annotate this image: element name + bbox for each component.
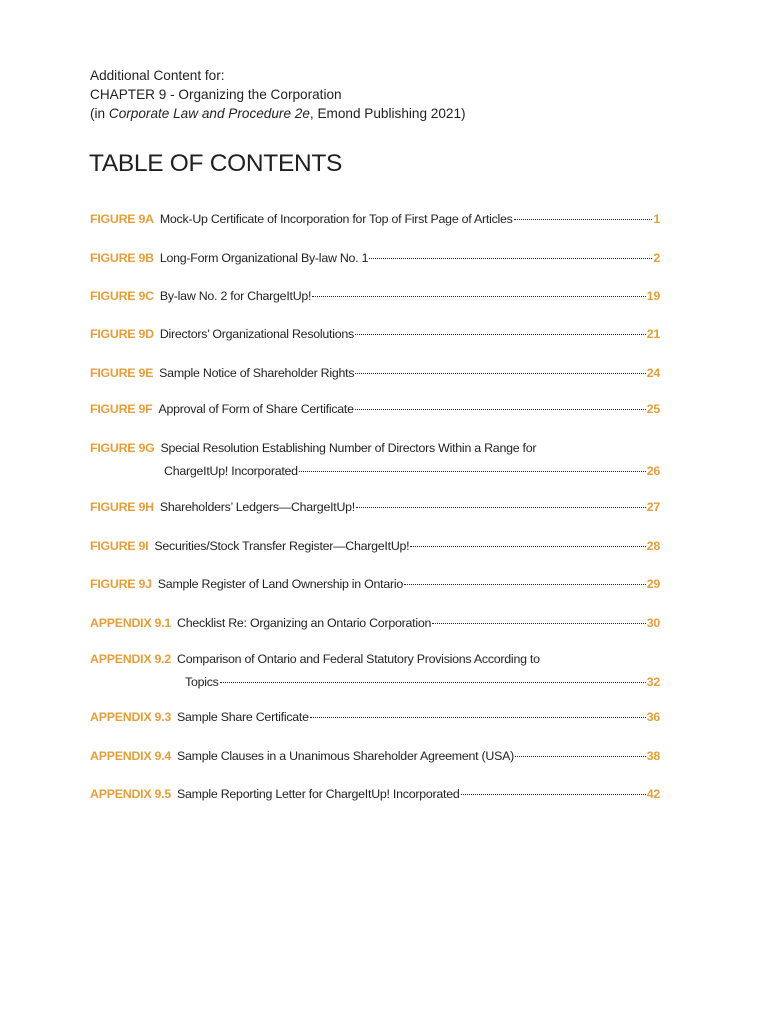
toc-entry-row bbox=[90, 615, 660, 631]
dot-leader bbox=[299, 471, 646, 472]
dot-leader bbox=[404, 584, 646, 585]
toc-entry-label: FIGURE 9D bbox=[90, 327, 154, 341]
dot-leader bbox=[461, 794, 646, 795]
toc-entry[interactable] bbox=[90, 440, 660, 479]
toc-entry-title: Securities/Stock Transfer Register—ChargeItUp! bbox=[154, 539, 410, 553]
toc-entry[interactable] bbox=[90, 401, 660, 417]
toc-entry-row bbox=[90, 365, 660, 381]
dot-leader bbox=[515, 756, 646, 757]
toc-entry-page-number: 26 bbox=[646, 464, 660, 478]
dot-leader bbox=[514, 219, 653, 220]
toc-entry-title: Sample Clauses in a Unanimous Shareholder Agreement (USA) bbox=[177, 749, 515, 763]
toc-entry-label: FIGURE 9I bbox=[90, 539, 149, 553]
dot-leader bbox=[356, 507, 646, 508]
book-title: Corporate Law and Procedure 2e bbox=[108, 106, 310, 121]
toc-entry-page-number: 27 bbox=[646, 500, 660, 514]
toc-entry-row bbox=[90, 748, 660, 764]
toc-entry-continuation-text: ChargeItUp! Incorporated bbox=[164, 464, 298, 478]
toc-entry-page-number: 1 bbox=[653, 212, 660, 226]
toc-entry-row bbox=[90, 651, 660, 667]
toc-entry-label: FIGURE 9B bbox=[90, 251, 154, 265]
toc-entry-label: FIGURE 9C bbox=[90, 289, 154, 303]
toc-entry-continuation bbox=[90, 463, 660, 479]
toc-entry-title: Sample Reporting Letter for ChargeItUp! Incorporated bbox=[177, 787, 460, 801]
toc-entry[interactable] bbox=[90, 499, 660, 515]
toc-entry-page-number: 30 bbox=[646, 616, 660, 630]
toc-entry-row bbox=[90, 211, 660, 227]
toc-entry[interactable] bbox=[90, 288, 660, 304]
toc-entry-title: Checklist Re: Organizing an Ontario Corporation bbox=[177, 616, 432, 630]
toc-entry-label: FIGURE 9E bbox=[90, 366, 154, 380]
toc-entry-label: APPENDIX 9.2 bbox=[90, 652, 172, 666]
toc-entry-continuation bbox=[90, 674, 660, 690]
toc-entry[interactable] bbox=[90, 786, 660, 802]
toc-entry[interactable] bbox=[90, 615, 660, 631]
toc-entry-label: FIGURE 9J bbox=[90, 577, 152, 591]
dot-leader bbox=[369, 258, 652, 259]
toc-entry-title: By-law No. 2 for ChargeItUp! bbox=[159, 289, 312, 303]
toc-entry-page-number: 42 bbox=[646, 787, 660, 801]
toc-entry[interactable] bbox=[90, 709, 660, 725]
toc-entry-row bbox=[90, 499, 660, 515]
toc-entry[interactable] bbox=[90, 748, 660, 764]
toc-entry-row bbox=[90, 440, 660, 456]
toc-entry-label: APPENDIX 9.1 bbox=[90, 616, 172, 630]
toc-entry-page-number: 32 bbox=[646, 675, 660, 689]
toc-entry-page-number: 2 bbox=[653, 251, 660, 265]
toc-entry-title: Shareholders’ Ledgers—ChargeItUp! bbox=[159, 500, 356, 514]
toc-entry-label: APPENDIX 9.3 bbox=[90, 710, 172, 724]
toc-entry-label: FIGURE 9G bbox=[90, 441, 155, 455]
toc-entry-page-number: 21 bbox=[646, 327, 660, 341]
toc-entry-label: APPENDIX 9.5 bbox=[90, 787, 172, 801]
toc-entry-label: FIGURE 9H bbox=[90, 500, 154, 514]
header-line-3-suffix: , Emond Publishing 2021) bbox=[309, 106, 466, 121]
toc-entry-row bbox=[90, 288, 660, 304]
toc-entry[interactable] bbox=[90, 538, 660, 554]
document-header bbox=[90, 66, 466, 123]
toc-entry-label: FIGURE 9F bbox=[90, 402, 153, 416]
toc-entry-title: Sample Notice of Shareholder Rights bbox=[159, 366, 355, 380]
toc-heading: TABLE OF CONTENTS bbox=[89, 150, 343, 177]
toc-entry-page-number: 29 bbox=[646, 577, 660, 591]
toc-entry[interactable] bbox=[90, 576, 660, 592]
toc-entry[interactable] bbox=[90, 326, 660, 342]
toc-entry-label: FIGURE 9A bbox=[90, 212, 154, 226]
toc-entry-title: Special Resolution Establishing Number of Directors Within a Range for bbox=[160, 441, 537, 455]
toc-entry[interactable] bbox=[90, 250, 660, 266]
toc-entry-row bbox=[90, 326, 660, 342]
header-line-2: CHAPTER 9 - Organizing the Corporation bbox=[90, 87, 342, 102]
toc-entry[interactable] bbox=[90, 651, 660, 690]
toc-entry-title: Directors’ Organizational Resolutions bbox=[159, 327, 354, 341]
toc-entry-page-number: 25 bbox=[646, 402, 660, 416]
header-line-3 bbox=[90, 104, 466, 123]
dot-leader bbox=[355, 409, 646, 410]
toc-entry-page-number: 24 bbox=[646, 366, 660, 380]
toc-entry[interactable] bbox=[90, 211, 660, 227]
toc-entry-row bbox=[90, 250, 660, 266]
toc-entry-page-number: 19 bbox=[646, 289, 660, 303]
toc-entry-title: Sample Register of Land Ownership in Ontario bbox=[157, 577, 404, 591]
toc-entry-row bbox=[90, 709, 660, 725]
toc-entry-row bbox=[90, 538, 660, 554]
toc-entry-title: Long-Form Organizational By-law No. 1 bbox=[159, 251, 369, 265]
toc-entry-continuation-text: Topics bbox=[185, 675, 219, 689]
dot-leader bbox=[310, 717, 646, 718]
toc-entry-row bbox=[90, 786, 660, 802]
header-line-1: Additional Content for: bbox=[90, 68, 225, 83]
toc-entry-page-number: 36 bbox=[646, 710, 660, 724]
toc-entry-title: Sample Share Certificate bbox=[177, 710, 309, 724]
toc-entry-title: Comparison of Ontario and Federal Statutory Provisions According to bbox=[177, 652, 540, 666]
dot-leader bbox=[355, 373, 645, 374]
header-line-3-prefix: (in bbox=[90, 106, 109, 121]
dot-leader bbox=[355, 334, 646, 335]
toc-entry-title: Mock-Up Certificate of Incorporation for Top of First Page of Articles bbox=[159, 212, 513, 226]
toc-entry-label: APPENDIX 9.4 bbox=[90, 749, 172, 763]
toc-entry-row bbox=[90, 401, 660, 417]
dot-leader bbox=[432, 623, 646, 624]
toc-entry-page-number: 38 bbox=[646, 749, 660, 763]
toc-entry[interactable] bbox=[90, 365, 660, 381]
dot-leader bbox=[220, 682, 646, 683]
toc-entry-page-number: 28 bbox=[646, 539, 660, 553]
dot-leader bbox=[312, 296, 645, 297]
toc-entry-row bbox=[90, 576, 660, 592]
dot-leader bbox=[410, 546, 645, 547]
toc-entry-title: Approval of Form of Share Certificate bbox=[158, 402, 354, 416]
